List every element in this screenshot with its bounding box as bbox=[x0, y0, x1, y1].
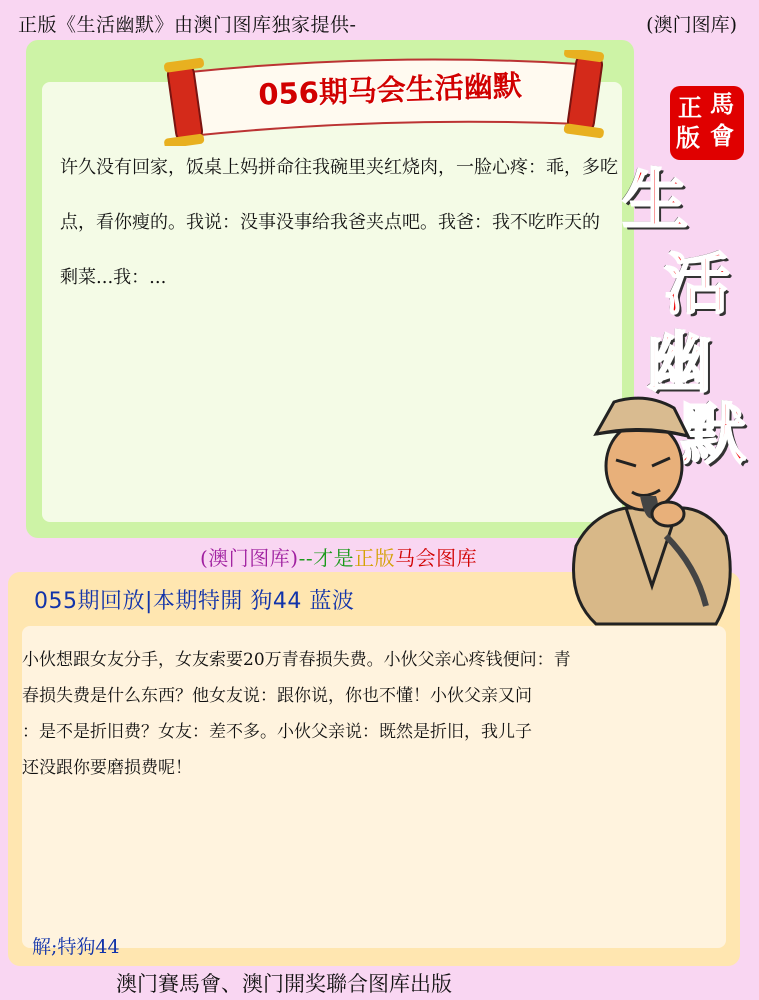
mid-caption bbox=[200, 542, 477, 571]
side-title-char: 活 bbox=[664, 246, 730, 323]
caption-part: --才是 bbox=[298, 546, 355, 570]
side-title-char: 幽 bbox=[646, 324, 712, 401]
review-story bbox=[22, 642, 722, 786]
review-line: 还没跟你要磨损费呢！ bbox=[22, 758, 192, 778]
banner-title: 056期马会生活幽默 bbox=[257, 68, 523, 112]
header-left-text: 正版《生活幽默》由澳门图库独家提供- bbox=[18, 14, 357, 36]
answer-text: 解;特狗44 bbox=[32, 936, 120, 958]
caption-part: 马会图库 bbox=[395, 546, 478, 570]
seal-stamp bbox=[670, 86, 744, 160]
story-line: 许久没有回家，饭桌上妈拼命往我碗里夹红烧肉，一脸心疼：乖，多吃 bbox=[60, 157, 618, 178]
caption-part: 正版 bbox=[354, 546, 396, 570]
side-title-char: 默 bbox=[680, 396, 746, 473]
review-line: 春损失费是什么东西？他女友说：跟你说，你也不懂！小伙父亲又问 bbox=[22, 686, 532, 706]
story-line: 点，看你瘦的。我说：没事没事给我爸夹点吧。我爸：我不吃昨天的 bbox=[60, 212, 600, 233]
seal-char: 會 bbox=[710, 122, 734, 150]
footer-text: 澳门賽馬會、澳门開奖聯合图库出版 bbox=[116, 972, 452, 996]
seal-char: 版 bbox=[676, 124, 700, 152]
seal-char: 馬 bbox=[710, 90, 734, 118]
side-title-char: 生 bbox=[622, 162, 688, 239]
story-line: 剩菜...我：... bbox=[60, 267, 167, 288]
story-text bbox=[60, 140, 620, 305]
header-right-text: (澳门图库) bbox=[646, 14, 737, 36]
seal-char: 正 bbox=[678, 94, 702, 122]
caption-part: (澳门图库) bbox=[200, 546, 299, 570]
scholar-figure-icon bbox=[556, 396, 740, 632]
review-heading: 055期回放|本期特開 狗44 蓝波 bbox=[34, 589, 355, 614]
review-line: ：是不是折旧费？女友：差不多。小伙父亲说：既然是折旧，我儿子 bbox=[22, 722, 532, 742]
review-line: 小伙想跟女友分手，女友索要20万青春损失费。小伙父亲心疼钱便问：青 bbox=[22, 650, 571, 670]
